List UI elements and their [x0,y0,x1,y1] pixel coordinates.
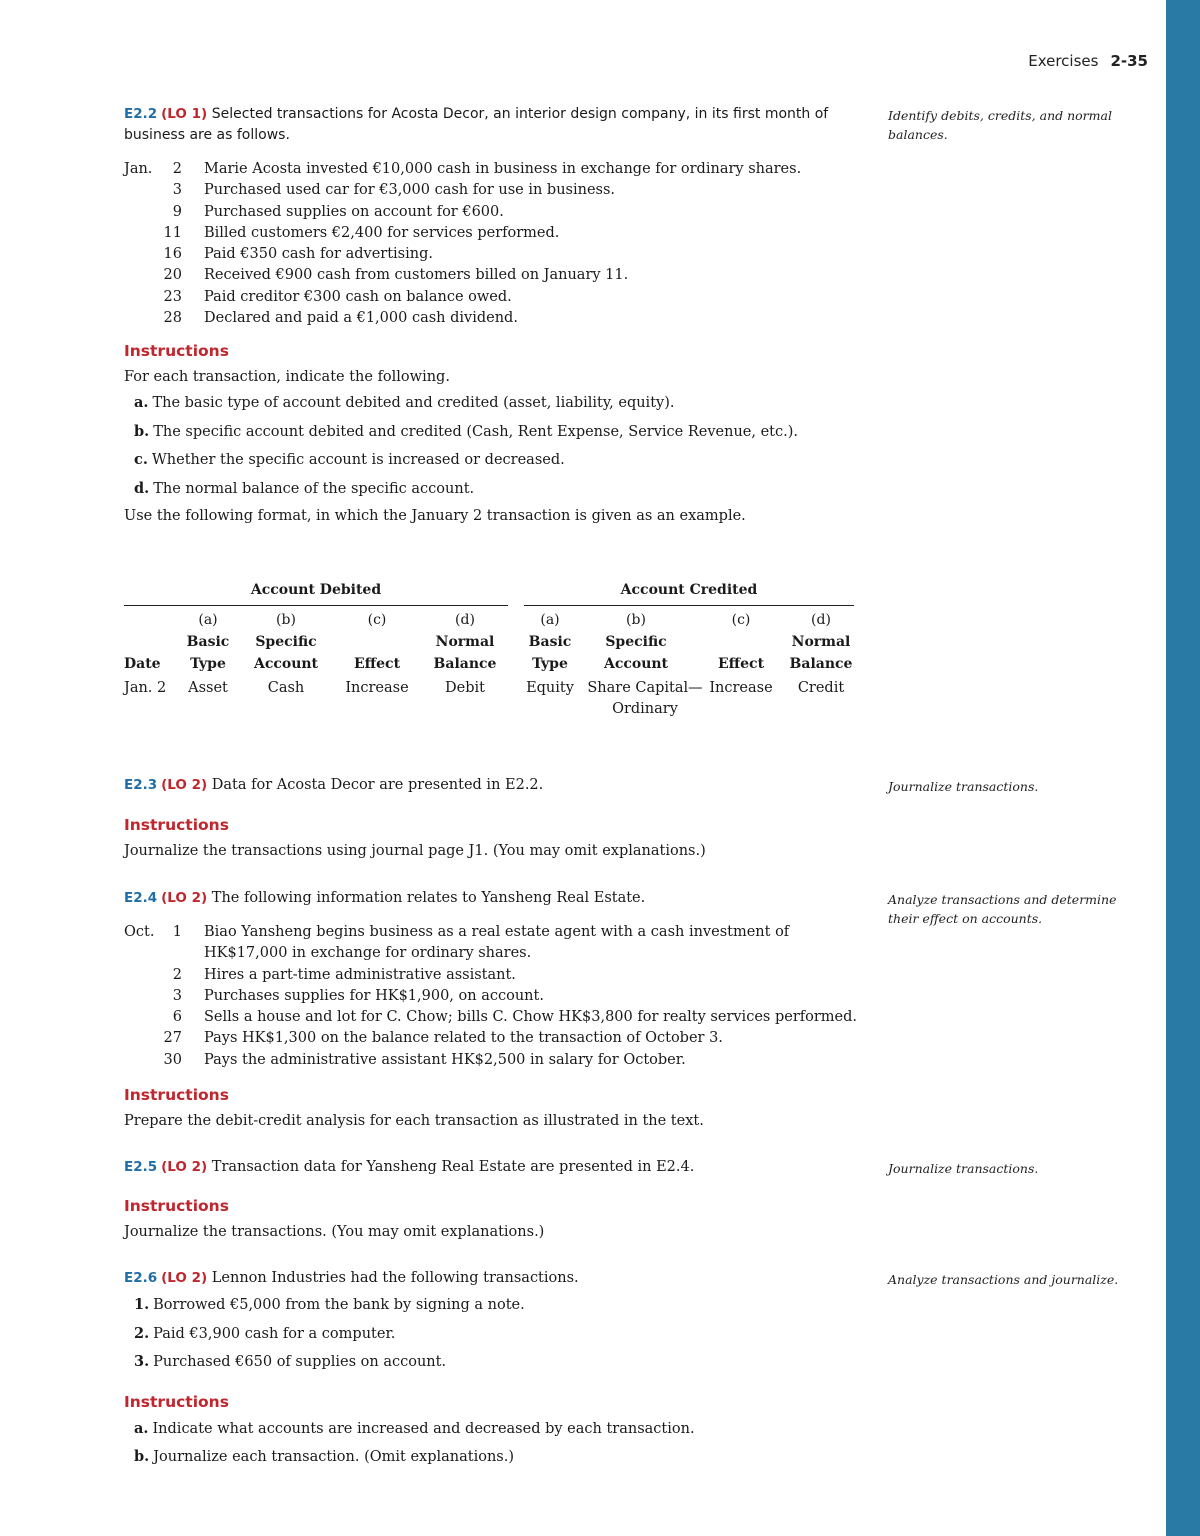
credited-rule [524,605,854,606]
exercise-intro: Transaction data for Yansheng Real Estate are presented in E2.4. [211,1159,695,1175]
transaction-row [124,159,859,180]
instructions-e2-2 [124,342,859,527]
item-text: The specific account debited and credited (Cash, Rent Expense, Service Revenue, etc.). [153,423,798,440]
example-credit-account: Share Capital— Ordinary [587,680,703,717]
transaction-text: Marie Acosta invested €10,000 cash in business in exchange for ordinary shares. [204,161,802,177]
transaction-text: Declared and paid a €1,000 cash dividend. [204,310,518,327]
transaction-text: Received €900 cash from customers billed on January 11. [204,267,629,284]
transaction-text: Purchased used car for €3,000 cash for use in business. [204,182,616,199]
example-date: Jan. 2 [124,680,167,696]
learning-objective: (LO 1) [161,106,208,122]
debit-col-d: (d) Normal Balance [433,612,497,672]
day: 20 [163,267,182,284]
exercise-heading [124,888,859,909]
month: Oct. [124,924,155,940]
month: Jan. [124,161,153,177]
transaction-row [124,180,859,201]
margin-note-e2-2: Identify debits, credits, and normal balances. [888,108,1112,142]
transaction-row [124,287,859,308]
item-label: c. [134,451,148,468]
exercise-id: E2.3 [124,777,158,793]
exercise-id: E2.4 [124,890,158,906]
exercise-intro: Lennon Industries had the following transactions. [211,1270,579,1286]
exercise-e2-6 [124,1268,859,1472]
transaction-row [124,223,859,244]
learning-objective: (LO 2) [161,777,208,793]
day: 3 [172,182,182,199]
item-label: a. [134,1419,149,1437]
learning-objective: (LO 2) [161,1159,208,1175]
exercise-intro: Data for Acosta Decor are presented in E2.2. [211,777,544,793]
transaction-text: Paid creditor €300 cash on balance owed. [204,288,512,305]
transaction-text: Billed customers €2,400 for services performed. [204,224,560,241]
example-credit-type: Equity [526,680,574,696]
margin-note-e2-5: Journalize transactions. [888,1161,1039,1176]
item-text: The basic type of account debited and credited (asset, liability, equity). [152,395,675,411]
running-header [1028,52,1148,70]
day: 3 [172,987,182,1004]
exercise-heading [124,775,859,796]
numbered-item [124,1320,859,1349]
page-edge-bar [1166,0,1200,1536]
instruction-item [124,475,859,504]
item-label: 2. [134,1324,150,1342]
exercise-e2-5 [124,1157,859,1243]
instruction-item [124,1415,859,1444]
example-debit-type: Asset [188,680,228,696]
credit-col-a: (a) Basic Type [528,612,572,672]
transaction-text: Paid €350 cash for advertising. [204,246,433,263]
item-text: Purchased €650 of supplies on account. [153,1354,447,1370]
day: 27 [163,1030,182,1047]
learning-objective: (LO 2) [161,890,208,906]
margin-note-e2-4: Analyze transactions and determine their effect on accounts. [888,892,1117,926]
transaction-row [124,965,859,986]
transaction-row [124,1050,859,1071]
item-label: d. [134,479,150,497]
example-credit-balance: Credit [797,680,845,696]
transaction-text: Hires a part-time administrative assistant. [204,966,516,983]
item-label: b. [134,1448,150,1465]
instructions-text: Journalize the transactions using journal page J1. (You may omit explanations.) [124,843,706,859]
exercise-heading [124,104,859,146]
credit-col-c: (c) Effect [717,612,765,672]
exercise-e2-3 [124,775,859,862]
day: 2 [172,161,182,177]
transaction-text: Sells a house and lot for C. Chow; bills C. Chow HK$3,800 for realty services performed. [204,1009,857,1026]
transactions-e2-4 [124,922,859,1071]
instructions-heading: Instructions [124,342,229,360]
example-credit-effect: Increase [709,680,773,696]
exercise-heading [124,1268,859,1289]
day: 6 [172,1009,182,1026]
debit-col-b: (b) Specific Account [253,612,319,672]
example-debit-balance: Debit [445,680,485,696]
item-text: Paid €3,900 cash for a computer. [153,1325,396,1342]
transaction-text: Biao Yansheng begins business as a real estate agent with a cash investment of HK$17,000 in exchange for ordinary shares. [204,924,790,962]
exercise-heading [124,1157,859,1178]
instructions-heading: Instructions [124,1392,229,1411]
transaction-row [124,265,859,286]
debit-col-c: (c) Effect [353,612,401,672]
item-label: a. [134,394,149,411]
transaction-text: Purchases supplies for HK$1,900, on account. [204,987,544,1004]
day: 11 [163,224,182,241]
day: 9 [172,203,182,220]
transaction-row [124,1028,859,1049]
instruction-item [124,389,859,418]
instructions-lead: For each transaction, indicate the following. [124,369,450,385]
debited-heading: Account Debited [250,582,382,598]
exercise-intro: The following information relates to Yansheng Real Estate. [211,890,646,906]
instructions-heading: Instructions [124,1086,229,1104]
item-text: Borrowed €5,000 from the bank by signing a note. [153,1297,525,1313]
instructions-text: Prepare the debit-credit analysis for each transaction as illustrated in the text. [124,1113,704,1129]
margin-note-e2-3: Journalize transactions. [888,779,1039,794]
transactions-e2-2 [124,159,859,329]
numbered-item [124,1348,859,1377]
transaction-list [124,159,859,329]
item-text: Whether the specific account is increased or decreased. [151,452,565,468]
transaction-list [124,922,859,1071]
item-text: Journalize each transaction. (Omit explanations.) [153,1449,514,1465]
transaction-row [124,986,859,1007]
day: 23 [163,288,182,305]
transaction-text: Pays the administrative assistant HK$2,500 in salary for October. [204,1051,686,1068]
exercise-id: E2.5 [124,1159,158,1175]
transaction-text: Pays HK$1,300 on the balance related to the transaction of October 3. [204,1030,723,1047]
example-debit-effect: Increase [345,680,409,696]
exercise-e2-4 [124,888,859,909]
format-note: Use the following format, in which the January 2 transaction is given as an example. [124,508,746,524]
date-header: Date [124,656,161,672]
debit-col-a: (a) Basic Type [186,612,230,672]
instruction-item [124,1443,859,1472]
transaction-text: Purchased supplies on account for €600. [204,203,504,220]
page-number: 2-35 [1110,52,1148,70]
transaction-row [124,922,859,965]
transaction-row [124,244,859,265]
instructions-heading: Instructions [124,1197,229,1215]
exercise-intro: Selected transactions for Acosta Decor, an interior design company, in its first month of business are as follows. [124,106,829,143]
credited-heading: Account Credited [620,582,758,598]
numbered-item [124,1291,859,1320]
day: 28 [163,310,182,327]
instructions-e2-4 [124,1086,859,1132]
debited-rule [124,605,508,606]
learning-objective: (LO 2) [161,1270,208,1286]
instructions-text: Journalize the transactions. (You may omit explanations.) [124,1224,545,1240]
day: 2 [172,966,182,983]
day: 16 [163,246,182,263]
day: 1 [172,924,182,940]
example-debit-account: Cash [267,680,305,696]
instructions-heading: Instructions [124,816,229,834]
transaction-row [124,308,859,329]
item-label: 1. [134,1296,150,1313]
item-text: Indicate what accounts are increased and decreased by each transaction. [152,1420,695,1437]
exercise-id: E2.6 [124,1270,158,1286]
item-text: The normal balance of the specific account. [153,480,475,497]
transaction-row [124,202,859,223]
margin-note-e2-6: Analyze transactions and journalize. [888,1272,1119,1287]
day: 30 [163,1051,182,1068]
instruction-item [124,418,859,447]
credit-col-d: (d) Normal Balance [789,612,853,672]
exercise-e2-2 [124,104,859,146]
instruction-item [124,446,859,475]
section-title: Exercises [1028,52,1099,70]
credit-col-b: (b) Specific Account [603,612,669,672]
exercise-id: E2.2 [124,106,158,122]
item-label: 3. [134,1353,150,1370]
transaction-row [124,1007,859,1028]
item-label: b. [134,422,150,440]
